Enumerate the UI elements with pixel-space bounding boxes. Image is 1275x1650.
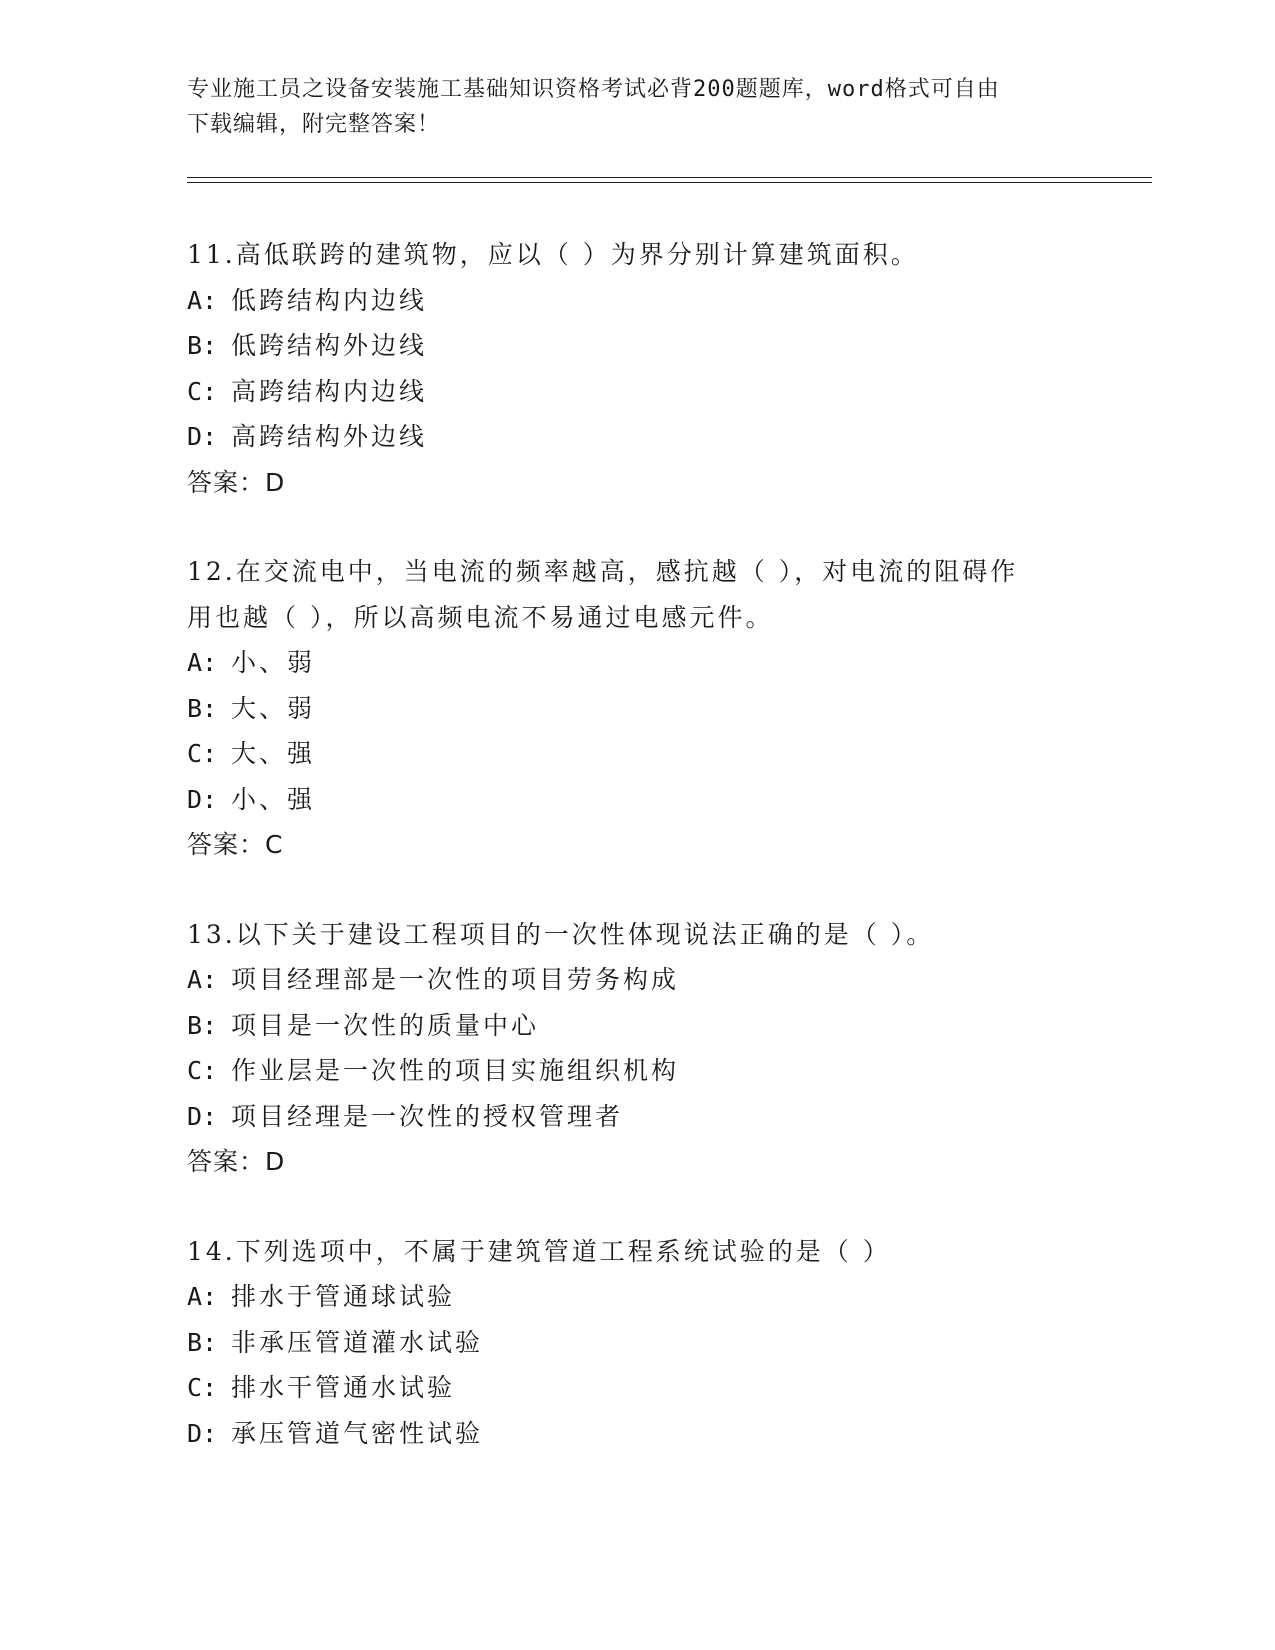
option-letter: A:: [187, 1282, 218, 1311]
option-text: 高跨结构外边线: [231, 422, 428, 451]
option-letter: B:: [187, 1010, 218, 1040]
option-letter: C:: [187, 1373, 218, 1402]
option-text: 低跨结构外边线: [231, 331, 428, 360]
option-letter: D:: [187, 422, 218, 451]
option-text: 作业层是一次性的项目实施组织机构: [231, 1056, 680, 1085]
question-stem: 13.以下关于建设工程项目的一次性体现说法正确的是（ ）。: [187, 919, 935, 949]
answer-option: [187, 369, 1087, 415]
option-text: 大、弱: [231, 693, 316, 723]
answer-key: 答案：D: [187, 1147, 286, 1176]
option-letter: B:: [187, 693, 218, 723]
option-letter: C:: [187, 1056, 218, 1085]
question-block: [187, 1229, 1087, 1457]
question-block: [187, 232, 1087, 505]
option-letter: B:: [187, 331, 218, 360]
answer-option: [187, 1003, 1087, 1049]
answer-option: [187, 1365, 1087, 1411]
question-stem: 用也越（ ），所以高频电流不易通过电感元件。: [187, 602, 774, 632]
option-letter: A:: [187, 648, 218, 677]
option-text: 项目是一次性的质量中心: [231, 1010, 540, 1040]
answer-option: [187, 1320, 1087, 1366]
option-text: 大、强: [231, 739, 316, 768]
option-text: 排水于管通球试验: [231, 1282, 456, 1311]
option-letter: A:: [187, 285, 218, 315]
header-line-2: 下载编辑，附完整答案！: [187, 112, 441, 137]
answer-option: [187, 640, 1087, 686]
answer-option: [187, 686, 1087, 732]
answer-option: [187, 1048, 1087, 1094]
option-letter: A:: [187, 965, 218, 994]
question-block: [187, 549, 1087, 868]
option-text: 小、弱: [231, 648, 316, 677]
answer-option: [187, 1094, 1087, 1140]
header-divider-bottom: [187, 182, 1152, 183]
header-line-1: 专业施工员之设备安装施工基础知识资格考试必背200题题库，word格式可自由: [187, 77, 1000, 102]
option-text: 项目经理是一次性的授权管理者: [231, 1101, 624, 1131]
option-letter: C:: [187, 739, 218, 768]
question-stem: 12.在交流电中，当电流的频率越高，感抗越（ ），对电流的阻碍作: [187, 557, 1019, 586]
option-text: 项目经理部是一次性的项目劳务构成: [231, 965, 680, 994]
question-stem: 14.下列选项中，不属于建筑管道工程系统试验的是（ ）: [187, 1236, 891, 1266]
option-text: 高跨结构内边线: [231, 376, 428, 406]
question-list: [187, 232, 1087, 1500]
answer-key: 答案：C: [187, 830, 284, 859]
option-text: 低跨结构内边线: [231, 285, 428, 315]
answer-option: [187, 1411, 1087, 1457]
option-letter: B:: [187, 1327, 218, 1357]
option-letter: D:: [187, 1101, 218, 1131]
option-letter: C:: [187, 376, 218, 406]
answer-option: [187, 323, 1087, 369]
answer-key: 答案：D: [187, 467, 286, 497]
option-letter: D:: [187, 784, 218, 814]
header-divider-top: [187, 177, 1152, 178]
answer-option: [187, 777, 1087, 823]
question-stem: 11.高低联跨的建筑物，应以（ ）为界分别计算建筑面积。: [187, 240, 919, 269]
option-text: 小、强: [231, 784, 316, 814]
answer-option: [187, 414, 1087, 460]
option-text: 承压管道气密性试验: [231, 1418, 484, 1448]
option-text: 非承压管道灌水试验: [231, 1327, 484, 1357]
answer-option: [187, 1274, 1087, 1320]
option-text: 排水干管通水试验: [231, 1373, 456, 1402]
question-block: [187, 912, 1087, 1185]
answer-option: [187, 278, 1087, 324]
document-header: [187, 72, 1067, 142]
answer-option: [187, 957, 1087, 1003]
answer-option: [187, 731, 1087, 777]
option-letter: D:: [187, 1418, 218, 1448]
